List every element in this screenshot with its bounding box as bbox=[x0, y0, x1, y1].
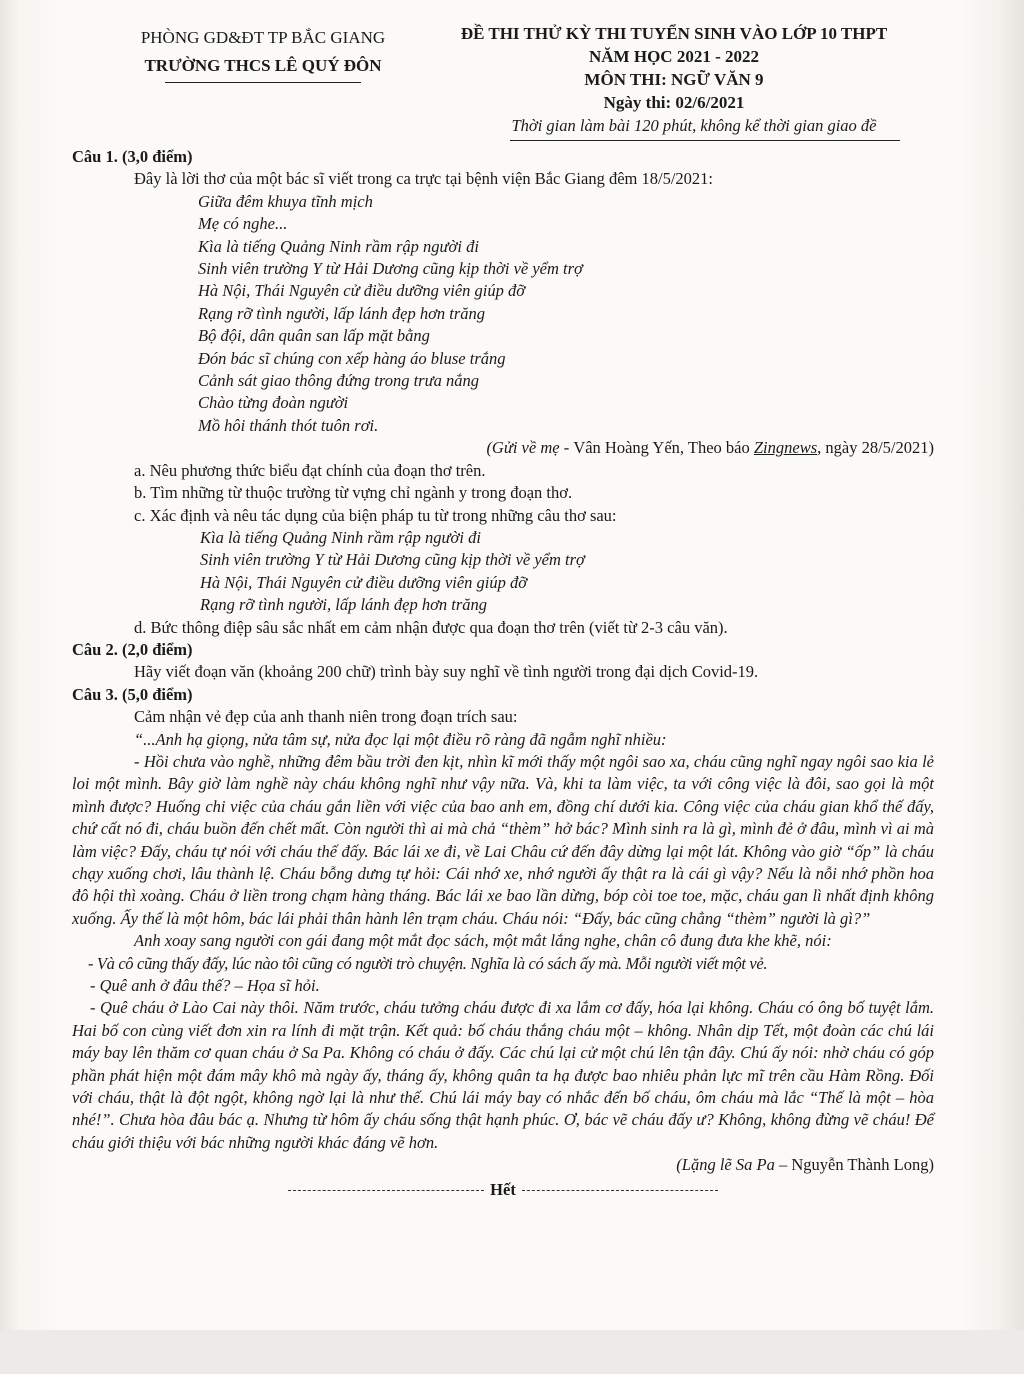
poem-line: Sinh viên trường Y từ Hải Dương cũng kịp thời về yểm trợ bbox=[200, 550, 585, 570]
excerpt-paragraph: - Quê anh ở đâu thế? – Họa sĩ hỏi. bbox=[90, 976, 320, 996]
question-1-title: Câu 1. (3,0 điểm) bbox=[72, 147, 193, 166]
poem-line: Rạng rỡ tình người, lấp lánh đẹp hơn trăng bbox=[198, 303, 486, 323]
question-1b: b. Tìm những từ thuộc trường từ vựng chỉ ngành y trong đoạn thơ. bbox=[134, 483, 573, 503]
bottom-margin bbox=[0, 1330, 1024, 1374]
source-title: (Gửi về mẹ - bbox=[486, 438, 574, 458]
source-author: Vân Hoàng Yến, Theo báo bbox=[573, 438, 754, 458]
exam-content bbox=[72, 146, 934, 1201]
question-1a: a. Nêu phương thức biểu đạt chính của đoạn thơ trên. bbox=[134, 460, 486, 480]
question-3-intro: Cảm nhận vẻ đẹp của anh thanh niên trong đoạn trích sau: bbox=[134, 707, 518, 727]
poem-line: Kìa là tiếng Quảng Ninh rầm rập người đi bbox=[200, 527, 481, 547]
excerpt-source bbox=[72, 1154, 934, 1176]
poem-line: Cảnh sát giao thông đứng trong trưa nắng bbox=[198, 371, 479, 391]
end-dash-right bbox=[522, 1190, 718, 1191]
header-right bbox=[430, 22, 918, 141]
poem-source bbox=[72, 437, 934, 459]
excerpt-paragraph: Anh xoay sang người con gái đang một mắt đọc sách, một mắt lắng nghe, chân cô đung đưa khe khẽ, nói: bbox=[134, 931, 832, 951]
question-3-title: Câu 3. (5,0 điểm) bbox=[72, 684, 193, 704]
school-underline bbox=[165, 82, 361, 83]
question-2-title: Câu 2. (2,0 điểm) bbox=[72, 639, 193, 659]
school-name: TRƯỜNG THCS LÊ QUÝ ĐÔN bbox=[144, 56, 382, 75]
excerpt-paragraph: - Hồi chưa vào nghề, những đêm bầu trời đen kịt, nhìn kĩ mới thấy một ngôi sao xa, cháu cũng nghĩ ngay ngôi sao kia lẻ loi một mình. Bây giờ làm nghề này cháu không nghĩ như vậy nữa. Và, khi ta làm việc, ta với công việc là đôi, sao gọi là một mình được? Huống chi việc của cháu gắn liền với việc của bao anh em, đồng chí dưới kia. Công việc của cháu gian khổ thế đấy, chứ cất nó đi, cháu buồn đến chết mất. Còn người thì ai mà chả “thèm” hở bác? Mình sinh ra là gì, mình đẻ ở đâu, mình vì ai mà làm việc? Đấy, cháu tự nói với cháu thế đấy. Bác lái xe đi, về Lai Châu cứ đến đây dừng lại một lát. Không vào giờ “ốp” là cháu chạy xuống chơi, lâu thành lệ. Cháu bỗng dưng tự hỏi: Cái nhớ xe, nhớ người ấy thật ra là cái gì vậy? Nếu là nỗi nhớ phồn hoa đô hội thì xoàng. Cháu ở liền trong chạm hàng tháng. Bác lái xe bao lần dừng, bóp còi toe toe, mặc, cháu gan lì nhất định không xuống. Ấy thế là một hôm, bác lái phải thân hành lên trạm cháu. Cháu nói: “Đấy, bác cũng chẳng “thèm” người là gì?” bbox=[72, 751, 934, 928]
poem-line: Mồ hôi thánh thót tuôn rơi. bbox=[198, 415, 379, 435]
poem-line: Chào từng đoàn người bbox=[198, 393, 349, 413]
header-left bbox=[108, 24, 418, 83]
school-year: NĂM HỌC 2021 - 2022 bbox=[589, 47, 759, 66]
poem-block bbox=[72, 191, 934, 437]
poem-line: Mẹ có nghe... bbox=[198, 214, 288, 234]
excerpt-paragraph: - Quê cháu ở Lào Cai này thôi. Năm trước, cháu tưởng cháu được đi xa lắm cơ đấy, hóa lại không. Cháu có ông bố tuyệt lắm. Hai bố con cùng viết đơn xin ra lính đi mặt trận. Kết quả: bố cháu thắng cháu một – không. Nhân dịp Tết, một đoàn các chú lái máy bay lên thăm cơ quan cháu ở Sa Pa. Không có cháu ở đấy. Các chú lại cử một chú lên tận đây. Chú ấy nói: nhờ cháu có góp phần phát hiện một đám mây khô mà ngày ấy, tháng ấy, không quân ta hạ được bao nhiêu phản lực mĩ trên cầu Hàm Rồng. Đối với cháu, thật là đột ngột, không ngờ lại là như thế. Chú lái máy bay có nhắc đến bố cháu, ôm cháu mà lắc “Thế là một – hòa nhé!”. Chưa hòa đâu bác ạ. Nhưng từ hôm ấy cháu sống thật hạnh phúc. Ơ, bác vẽ cháu đấy ư? Không, không đừng vẽ cháu! Để cháu giới thiệu với bác những người khác đáng vẽ hơn. bbox=[72, 998, 934, 1152]
end-dash-left bbox=[288, 1190, 484, 1191]
poem-line: Kìa là tiếng Quảng Ninh rầm rập người đi bbox=[198, 236, 479, 256]
end-text: Hết bbox=[490, 1179, 516, 1199]
poem-line: Giữa đêm khuya tĩnh mịch bbox=[198, 191, 373, 211]
exam-subject: MÔN THI: NGỮ VĂN 9 bbox=[584, 70, 764, 89]
question-1-intro: Đây là lời thơ của một bác sĩ viết trong ca trực tại bệnh viện Bắc Giang đêm 18/5/2021: bbox=[134, 169, 713, 189]
excerpt-paragraph: - Và cô cũng thấy đấy, lúc nào tôi cũng có người trò chuyện. Nghĩa là có sách ấy mà. Mỗi người viết một vẻ. bbox=[88, 953, 768, 973]
question-2-text: Hãy viết đoạn văn (khoảng 200 chữ) trình bày suy nghĩ về tình người trong đại dịch Covid-19. bbox=[134, 662, 759, 682]
poem-line: Đón bác sĩ chúng con xếp hàng áo bluse trắng bbox=[198, 348, 506, 368]
exam-title: ĐỀ THI THỬ KỲ THI TUYỂN SINH VÀO LỚP 10 THPT bbox=[460, 24, 888, 43]
department-name: PHÒNG GD&ĐT TP BẮC GIANG bbox=[140, 28, 386, 47]
source-paper: Zingnews bbox=[753, 438, 818, 458]
poem-line: Hà Nội, Thái Nguyên cử điều dưỡng viên giúp đỡ bbox=[200, 572, 528, 592]
question-1d: d. Bức thông điệp sâu sắc nhất em cảm nhận được qua đoạn thơ trên (viết từ 2-3 câu văn). bbox=[134, 617, 728, 637]
question-1c: c. Xác định và nêu tác dụng của biện pháp tu từ trong những câu thơ sau: bbox=[134, 505, 617, 525]
poem-line: Hà Nội, Thái Nguyên cử điều dưỡng viên giúp đỡ bbox=[198, 281, 526, 301]
poem-line: Sinh viên trường Y từ Hải Dương cũng kịp thời về yểm trợ bbox=[198, 259, 583, 279]
source-date: , ngày 28/5/2021) bbox=[817, 438, 934, 458]
excerpt-source-author: Nguyễn Thành Long) bbox=[791, 1155, 934, 1175]
poem-line: Bộ đội, dân quân san lấp mặt bằng bbox=[198, 326, 430, 346]
excerpt-paragraph: “...Anh hạ giọng, nửa tâm sự, nửa đọc lại một điều rõ ràng đã ngẫm nghĩ nhiều: bbox=[134, 729, 667, 749]
excerpt-source-title: (Lặng lẽ Sa Pa – bbox=[676, 1155, 792, 1175]
poem-line: Rạng rỡ tình người, lấp lánh đẹp hơn trăng bbox=[200, 595, 488, 615]
question-1c-poem bbox=[72, 527, 934, 617]
end-marker bbox=[72, 1179, 934, 1201]
exam-date: Ngày thi: 02/6/2021 bbox=[603, 93, 745, 112]
duration-underline bbox=[510, 140, 900, 141]
exam-duration: Thời gian làm bài 120 phút, không kể thời gian giao đề bbox=[511, 116, 877, 135]
